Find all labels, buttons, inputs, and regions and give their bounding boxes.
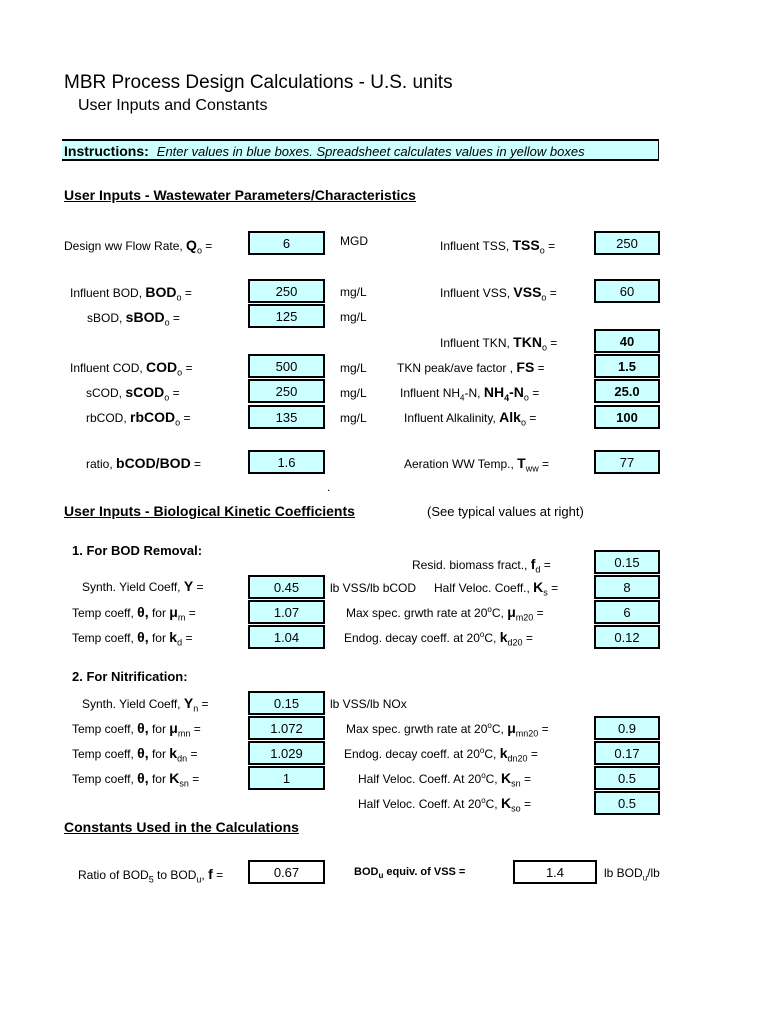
input-theta-kd[interactable]: 1.04 — [248, 625, 325, 649]
unit-rbcod: mg/L — [340, 411, 367, 425]
label-theta-kdn: Temp coeff, θ, for $k_{dn}$ = — [72, 745, 198, 764]
input-tww[interactable]: 77 — [594, 450, 660, 474]
unit-mgd: MGD — [340, 234, 368, 248]
unit-y: lb VSS/lb bCOD — [330, 581, 417, 595]
value-bodu-vss: 1.4 — [513, 860, 597, 884]
input-sbod[interactable]: 125 — [248, 304, 325, 328]
input-scod[interactable]: 250 — [248, 379, 325, 403]
label-theta-um: Temp coeff, θ, for $\mu_m$ = — [72, 604, 196, 623]
page-title: MBR Process Design Calculations - U.S. units — [64, 72, 453, 93]
instructions-label: Instructions: — [64, 143, 149, 159]
label-yn: Synth. Yield Coeff, $Y_n$ = — [82, 695, 209, 714]
label-bod: Influent BOD, $BOD_o$ = — [70, 284, 192, 303]
label-ks: Half Veloc. Coeff., $K_s$ = — [434, 579, 559, 598]
label-flow-rate: Design ww Flow Rate, $Q_o$ = — [64, 237, 213, 256]
input-yn[interactable]: 0.15 — [248, 691, 325, 715]
section-constants-heading: Constants Used in the Calculations — [64, 819, 299, 835]
input-kdn20[interactable]: 0.17 — [594, 741, 660, 765]
input-theta-umn[interactable]: 1.072 — [248, 716, 325, 740]
kinetic-note: (See typical values at right) — [427, 504, 584, 519]
unit-scod: mg/L — [340, 386, 367, 400]
input-ks[interactable]: 8 — [594, 575, 660, 599]
label-tss: Influent TSS, $TSS_o$ = — [440, 237, 556, 256]
input-tss[interactable]: 250 — [594, 231, 660, 255]
input-y[interactable]: 0.45 — [248, 575, 325, 599]
label-tww: Aeration WW Temp., $T_{ww}$ = — [404, 455, 550, 474]
input-kso[interactable]: 0.5 — [594, 791, 660, 815]
input-tkn[interactable]: 40 — [594, 329, 660, 353]
page-subtitle: User Inputs and Constants — [78, 97, 268, 114]
input-bod[interactable]: 250 — [248, 279, 325, 303]
instructions-bar — [62, 139, 659, 161]
unit-bodu: lb $BOD_u/lb$ — [604, 866, 660, 883]
label-tkn: Influent TKN, $TKN_o$ = — [440, 334, 558, 353]
input-rbcod[interactable]: 135 — [248, 405, 325, 429]
label-kd20: Endog. decay coeff. at 20$^o$C, $k_{d20}$ = — [344, 629, 533, 648]
label-fd: Resid. biomass fract., $f_d$ = — [412, 556, 551, 575]
input-flow-rate[interactable]: 6 — [248, 231, 325, 255]
input-theta-kdn[interactable]: 1.029 — [248, 741, 325, 765]
label-scod: sCOD, sCOD$_o$ = — [86, 384, 180, 403]
input-alk[interactable]: 100 — [594, 405, 660, 429]
label-y: Synth. Yield Coeff, Y = — [82, 578, 204, 594]
label-fs: TKN peak/ave factor , FS = — [397, 359, 545, 375]
label-nh4n: Influent $NH_4-N$, $NH_4-N_o$ = — [400, 384, 540, 403]
input-cod[interactable]: 500 — [248, 354, 325, 378]
input-umn20[interactable]: 0.9 — [594, 716, 660, 740]
label-rbcod: rbCOD, rbCOD$_o$ = — [86, 409, 191, 428]
label-cod: Influent COD, $COD_o$ = — [70, 359, 193, 378]
input-vss[interactable]: 60 — [594, 279, 660, 303]
unit-bod: mg/L — [340, 285, 367, 299]
label-umn20: Max spec. grwth rate at 20$^o$C, $\mu_{mn20}$ = — [346, 720, 549, 739]
label-f: Ratio of $BOD_5$ to $BOD_u$, f = — [78, 866, 224, 885]
bod-removal-heading: 1. For BOD Removal: — [72, 543, 203, 558]
label-ksn: Half Veloc. Coeff. At 20$^o$C, $K_{sn}$ = — [358, 770, 531, 789]
unit-cod: mg/L — [340, 361, 367, 375]
section-wastewater-heading: User Inputs - Wastewater Parameters/Characteristics — [64, 187, 416, 203]
label-vss: Influent VSS, $VSS_o$ = — [440, 284, 557, 303]
input-kd20[interactable]: 0.12 — [594, 625, 660, 649]
input-nh4n[interactable]: 25.0 — [594, 379, 660, 403]
unit-yn: lb VSS/lb NOx — [330, 697, 407, 711]
label-alk: Influent Alkalinity, Alk$_o$ = — [404, 409, 537, 428]
nitrification-heading: 2. For Nitrification: — [72, 669, 188, 684]
value-f: 0.67 — [248, 860, 325, 884]
label-theta-umn: Temp coeff, θ, for $\mu_{mn}$ = — [72, 720, 201, 739]
label-theta-kd: Temp coeff, θ, for $k_d$ = — [72, 629, 193, 648]
input-theta-ksn[interactable]: 1 — [248, 766, 325, 790]
instructions-text: Enter values in blue boxes. Spreadsheet calculates values in yellow boxes — [156, 144, 585, 159]
input-fd[interactable]: 0.15 — [594, 550, 660, 574]
input-fs[interactable]: 1.5 — [594, 354, 660, 378]
input-bcod-bod[interactable]: 1.6 — [248, 450, 325, 474]
label-sbod: sBOD, sBOD$_o$ = — [87, 309, 180, 328]
input-ksn[interactable]: 0.5 — [594, 766, 660, 790]
stray-dot: . — [327, 480, 331, 494]
section-kinetic-heading: User Inputs - Biological Kinetic Coefficients — [64, 503, 355, 519]
input-theta-um[interactable]: 1.07 — [248, 600, 325, 624]
label-bodu-vss: $BOD_u$ equiv. of VSS = — [354, 866, 466, 881]
unit-sbod: mg/L — [340, 310, 367, 324]
input-um20[interactable]: 6 — [594, 600, 660, 624]
label-kdn20: Endog. decay coeff. at 20$^o$C, $k_{dn20}$ = — [344, 745, 538, 764]
label-theta-ksn: Temp coeff, θ, for $K_{sn}$ = — [72, 770, 200, 789]
label-bcod-bod: ratio, bCOD/BOD = — [86, 455, 202, 471]
label-um20: Max spec. grwth rate at 20$^o$C, $\mu_{m20}$ = — [346, 604, 544, 623]
label-kso: Half Veloc. Coeff. At 20$^o$C, $K_{so}$ = — [358, 795, 531, 814]
